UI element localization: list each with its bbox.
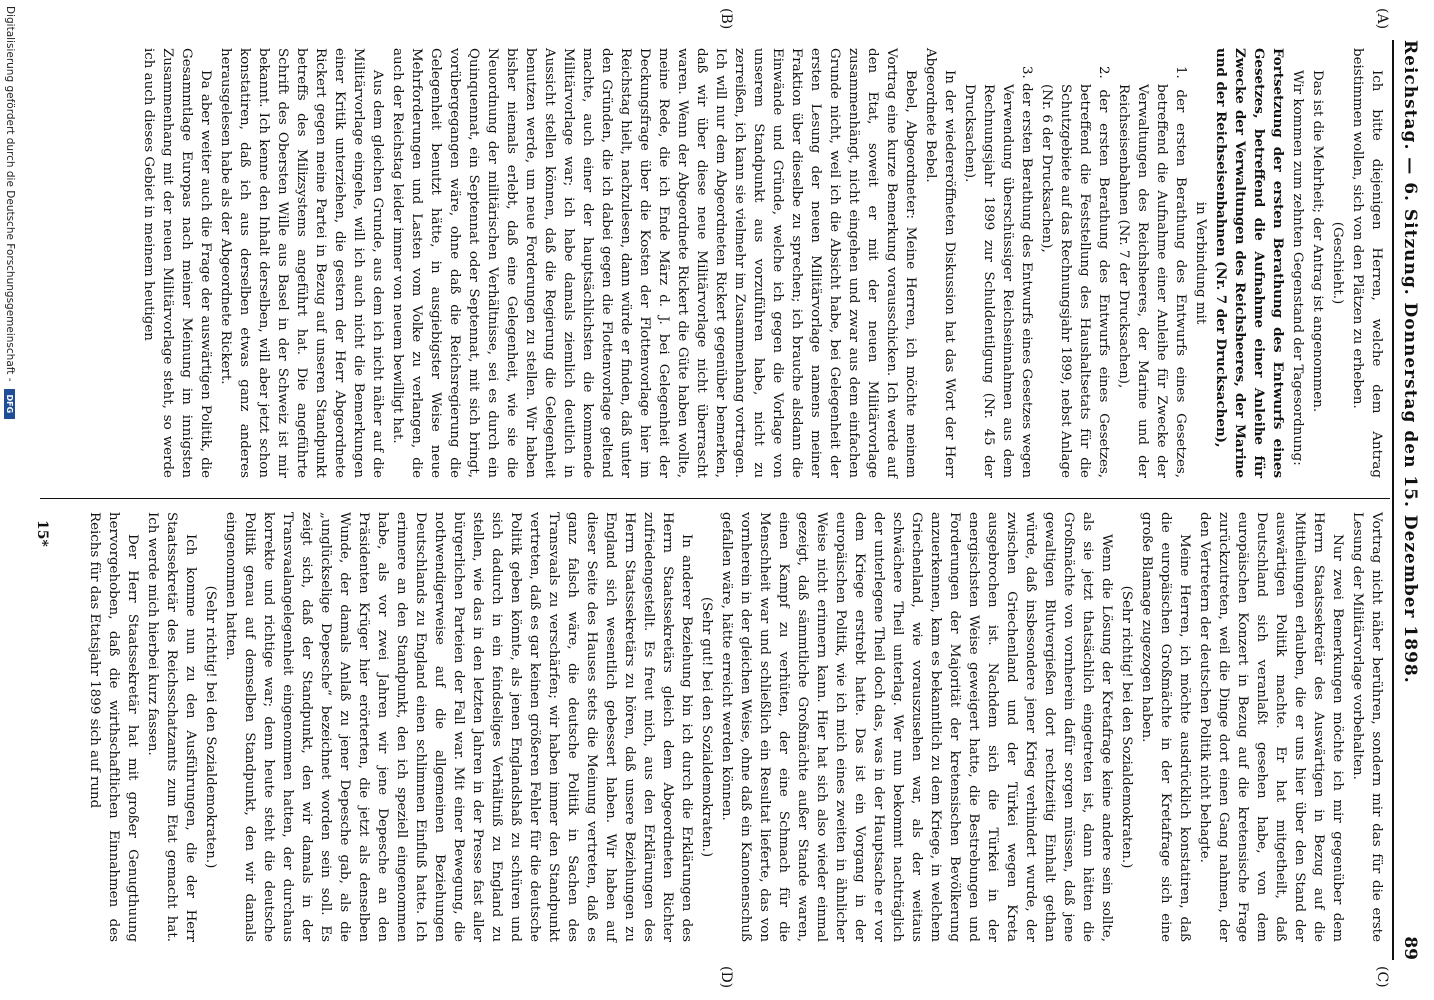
paragraph: Wir kommen zum zehnten Gegenstand der Tagesordnung: bbox=[1290, 70, 1305, 466]
column-divider bbox=[40, 498, 1390, 499]
signature-mark: 15* bbox=[34, 520, 50, 547]
agenda-list-item: 3. der ersten Berathung des Entwurfs eines Gesetzes wegen Verwendung überschüssiger Reichseinnahmen aus dem Rechnungsjahr 1899 zur Schuldentilgung (Nr. 45 der Drucksachen). bbox=[962, 66, 1034, 478]
paragraph: Wenn die Lösung der Kretafrage keine andere sein sollte, als sie jetzt thatsächlich eingetreten ist, dann hätten die Großmächte von vornherein dafür sorgen müssen, daß jene gewaltigen Blutvergießen dort rechtzeitig Einhalt gethan würde, daß insbesondere jener Krieg verhindert wurde, der zwischen Griechenland und der Türkei wegen Kreta ausgebrochen ist. Nachdem sich die Türkei in der energischsten Weise geweigert hatte, die Bestrebungen und Forderungen der Majorität der kretensischen Bevölkerung anzuerkennen, kam es bekanntlich zu dem Kriege, in welchem Griechenland, wie vorauszusehen war, als der weitaus schwächere Theil unterlag. Wer nun bekommt nachträglich der unterlegene Theil doch das, was in der Hauptsache er vor dem Kriege erstrebt hatte. Das ist ein Vorgang in der europäischen Politik, wie ich mich eines zweiten in ähnlicher Weise nicht erinnern kann. Hier hat sich also wieder einmal gezeigt, daß sämmtliche Großmächte außer Stande waren, einen Kampf zu verhüten, der eine Schmach für die Menschheit war und schließlich ein Resultat lieferte, das von vornherein in der gleichen Weise, ohne daß ein Kanonenschuß gefallen wäre, hätte erreicht werden können. bbox=[719, 512, 1114, 942]
left-column bbox=[138, 48, 1386, 478]
paragraph: In anderer Beziehung bin ich durch die Erklärungen des Herrn Staatssekretärs gleich dem Abgeordneten Richter zufriedengestellt. Es freut mich, aus den Erklärungen des Herrn Staatssekretärs zu hören, daß unsere Beziehungen zu England sich wesentlich gebessert haben. Wir haben auf dieser Seite des Hauses stets die Meinung vertreten, daß es ganz falsch wäre, die deutsche Politik in Sachen des Transvaals zu verschärfen; wir haben immer den Standpunkt vertreten, daß es gar keinen größeren Fehler für die deutsche Politik geben könnte, als jenen Englandshaß zu schüren und sich dadurch in ein feindseliges Verhältniß zu England zu stellen, wie das in den letzten Jahren in der Presse fast aller bürgerlichen Parteien der Fall war. Mit einer Bewegung, die nothwendigerweise auf die allgemeinen Beziehungen Deutschlands zu England einen schlimmen Einfluß hatte. Ich erinnere an den Standpunkt, den ich speziell eingenommen habe, als vor zwei Jahren wir jene Depesche an den Präsidenten Krüger hier erörterten, die jetzt als denselben Wunde, der damals Anlaß zu jener Depesche gab, als die „unglückselige Depesche“ bezeichnet worden sein soll. Es zeigt sich, daß der Standpunkt, den wir damals in der Transvaalangelegenheit eingenommen hatten, der durchaus korrekte und richtige war; denn heute steht die deutsche Politik genau auf demselben Standpunkt, den wir damals eingenommen hatten. bbox=[223, 512, 694, 942]
agenda-list-item: 1. der ersten Berathung des Entwurfs eines Gesetzes, betreffend die Aufnahme einer Anleihe für Zwecke der Verwaltungen des Reichsheeres, der Marine und der Reichseisenbahnen (Nr. 7 der Drucksachen), bbox=[1116, 66, 1188, 478]
speech-paragraph: Aus dem gleichen Grunde, aus dem ich nicht näher auf die Militärvorlage eingehe, will ich auch nicht die Bemerkungen einer Kritik unterziehen, die gestern der Herr Abgeordnete Rickert gegen meine Partei in Bezug auf unseren Standpunkt betreffs des Milizsystems angeführt hat. Die angeführte Schrift des Obersten Wille aus Basel in der Schweiz ist mir bekannt. Ich kenne den Inhalt derselben, will aber jetzt schon konstatiren, daß ich aus derselben etwas ganz anderes herausgelesen habe als der Abgeordnete Rickert. bbox=[218, 48, 385, 478]
paragraph: Der Herr Staatssekretär hat mit großer Genugthuung hervorgehoben, daß die wirthschaftlichen Einnahmen des Reichs für das Etatsjahr 1899 sich auf rund bbox=[87, 512, 140, 942]
paragraph: Vortrag nicht näher berühren, sondern mir das für die erste Lesung der Militärvorlage vorbehalten. bbox=[1350, 512, 1384, 942]
paragraph: Meine Herren, ich möchte ausdrücklich konstatiren, daß die europäischen Großmächte in der Kretafrage sich eine große Blamage zugezogen haben. bbox=[1139, 512, 1192, 942]
digitization-footer bbox=[2, 6, 16, 996]
margin-letter-c: (C) bbox=[1374, 966, 1390, 988]
dfg-logo-icon: DFG bbox=[5, 389, 16, 419]
margin-letter-b: (B) bbox=[718, 8, 734, 30]
paragraph: Nur zwei Bemerkungen möchte ich mir gegenüber dem Herrn Staatssekretär des Auswärtigen in Bezug auf die Mittheilungen erlauben, die er uns hier über den Stand der auswärtigen Politik machte. Er hat mitgetheilt, daß Deutschland sich veranlaßt gesehen habe, von dem europäischen Konzert in Bezug auf die kretensische Frage zurückzutreten, weil die Dinge dort einen Gang nahmen, der den Vertretern der deutschen Politik nicht behagte. bbox=[1197, 512, 1345, 942]
paragraph: in Verbindung mit bbox=[1193, 201, 1208, 325]
header-rule bbox=[1392, 40, 1394, 960]
agenda-item-heading: Fortsetzung der ersten Berathung des Entwurfs eines Gesetzes, betreffend die Aufnahme einer Anleihe für Zwecke der Verwaltungen des Reichsheeres, der Marine und der Reichseisenbahnen (Nr. 7 der Drucksachen), bbox=[1213, 48, 1286, 478]
page-header-title: Reichstag. — 6. Sitzung. Donnerstag den 15. Dezember 1898. bbox=[1400, 40, 1420, 684]
paragraph: Ich komme nun zu den Ausführungen, die der Herr Staatssekretär des Reichsschatzamts zum Etat gemacht hat. Ich werde mich hierbei kurz fassen. bbox=[145, 512, 198, 942]
agenda-list-item: 2. der ersten Berathung des Entwurfs eines Gesetzes, betreffend die Feststellung des Haushaltsetats für die Schutzgebiete auf das Rechnungsjahr 1899, nebst Anlage (Nr. 6 der Drucksachen), bbox=[1039, 66, 1111, 478]
paragraph: Ich bitte diejenigen Herren, welche dem Antrag beistimmen wollen, sich von den Plätzen zu erheben. bbox=[1350, 48, 1384, 478]
stage-direction: (Sehr gut! bei den Sozialdemokraten.) bbox=[699, 596, 714, 858]
page-header bbox=[1394, 40, 1420, 960]
speech-paragraph: Da aber weiter auch die Frage der auswärtigen Politik, die Gesammtlage Europas nach meiner Meinung im innigsten Zusammenhang mit der neuen Militärvorlage steht, so werde ich auch dieses Gebiet in meinem heutigen bbox=[141, 48, 213, 478]
stage-direction: (Sehr richtig! bei den Sozialdemokraten.) bbox=[203, 585, 218, 869]
speech-paragraph: Bebel, Abgeordneter: Meine Herren, ich möchte meinem Vortrag eine kurze Bemerkung vorausschicken. Ich werde auf den Etat, soweit er mit der neuen Militärvorlage zusammenhängt, nicht eingehen und zwar aus dem einfachen Grunde nicht, weil ich die Absicht habe, bei Gelegenheit der ersten Lesung der neuen Militärvorlage namens meiner Fraktion über dieselbe zu sprechen; ich brauche alsdann die Einwände und Gründe, welche ich gegen die Vorlage von unserem Standpunkt aus vorzuführen habe, nicht zu zerreißen, ich kann sie vielmehr im Zusammenhang vortragen. Ich will nur dem Abgeordneten Rickert gegenüber bemerken, daß wir über diese neue Militärvorlage nicht überrascht waren. Wenn der Abgeordnete Rickert die Güte haben wollte, meine Rede, die ich Ende März d. J. bei Gelegenheit der Deckungsfrage über die Kosten der Flottenvorlage hier im Reichstag hielt, nachzulesen, dann würde er finden, daß unter den Gründen, die ich dabei gegen die Flottenvorlage geltend machte, auch einer der hauptsächlichsten die kommende Militärvorlage war; ich habe damals ziemlich deutlich in Aussicht stellen können, daß die Regierung die Gelegenheit benutzen werde, um neue Forderungen zu stellen. Wir haben bisher niemals erlebt, daß eine Gelegenheit, wie sie die Neuordnung der militärischen Verhältnisse, sei es durch ein Quinquennat, ein Septennat oder Septennat, mit sich bringt, vorübergegangen wäre, ohne daß die Reichsregierung die Gelegenheit benutzt hätte, in ausgiebigster Weise neue Mehrforderungen und Lasten vom Volke zu verlangen, die auch der Reichstag leider immer von neuem bewilligt hat. bbox=[390, 48, 918, 478]
stage-direction: (Sehr richtig! bei den Sozialdemokraten.) bbox=[1119, 585, 1134, 869]
stage-direction: (Geschieht.) bbox=[1330, 221, 1345, 305]
page-number: 89 bbox=[1400, 936, 1420, 960]
paragraph: Das ist die Mehrheit; der Antrag ist angenommen. bbox=[1310, 70, 1325, 413]
paragraph: In der wiedereröffneten Diskussion hat das Wort der Herr Abgeordnete Bebel. bbox=[923, 48, 957, 478]
right-column bbox=[84, 512, 1386, 942]
margin-letter-d: (D) bbox=[718, 966, 734, 989]
footer-text: Digitalisierung gefördert durch die Deutsche Forschungsgemeinschaft - bbox=[4, 6, 16, 382]
margin-letter-a: (A) bbox=[1374, 8, 1390, 30]
